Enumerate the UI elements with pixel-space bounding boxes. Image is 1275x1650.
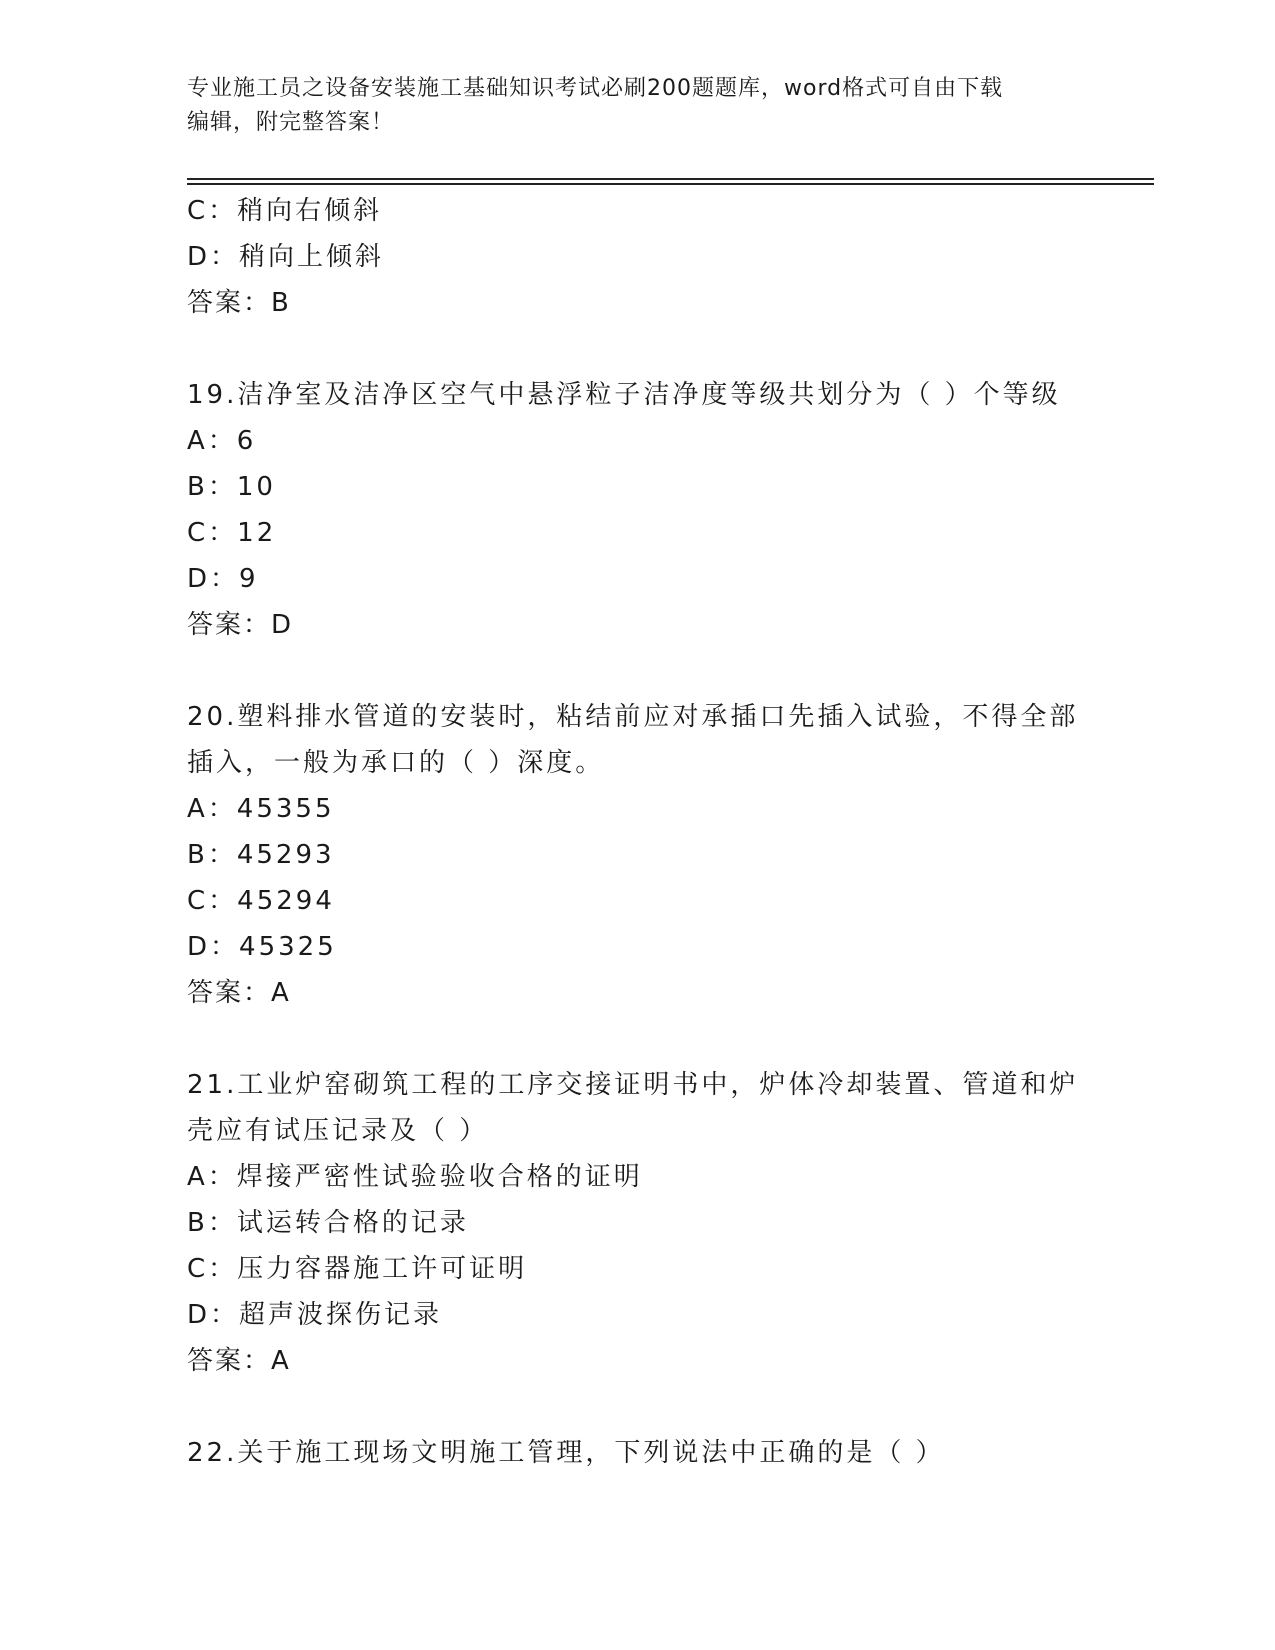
option-a: A：45355: [187, 794, 335, 824]
question-18-continued: [187, 188, 1087, 326]
option-b: B：45293: [187, 840, 335, 870]
question-19: [187, 372, 1087, 648]
question-list: [187, 188, 1087, 1476]
header-divider-bottom: [187, 183, 1154, 185]
question-text-line-2: 插入，一般为承口的（ ）深度。: [187, 748, 605, 778]
question-text: 19.洁净室及洁净区空气中悬浮粒子洁净度等级共划分为（ ）个等级: [187, 380, 1061, 410]
question-text-line-1: 20.塑料排水管道的安装时，粘结前应对承插口先插入试验，不得全部: [187, 702, 1079, 732]
question-text: 22.关于施工现场文明施工管理，下列说法中正确的是（ ）: [187, 1438, 945, 1468]
question-22: [187, 1430, 1087, 1476]
spacer: [187, 648, 1087, 694]
spacer: [187, 326, 1087, 372]
option-c: C：45294: [187, 886, 335, 916]
answer-line: 答案：D: [187, 610, 294, 640]
spacer: [187, 1384, 1087, 1430]
option-a: A：焊接严密性试验验收合格的证明: [187, 1162, 643, 1192]
answer-line: 答案：B: [187, 288, 291, 318]
header-title-line-2: 编辑，附完整答案！: [187, 110, 395, 135]
header-title-line-1: 专业施工员之设备安装施工基础知识考试必刷200题题库，word格式可自由下载: [187, 76, 1004, 101]
option-a: A：6: [187, 426, 257, 456]
question-21: [187, 1062, 1087, 1384]
question-text-line-1: 21.工业炉窑砌筑工程的工序交接证明书中，炉体冷却装置、管道和炉: [187, 1070, 1079, 1100]
document-header: [187, 72, 1067, 140]
option-d: D：稍向上倾斜: [187, 242, 385, 272]
option-d: D：9: [187, 564, 259, 594]
answer-line: 答案：A: [187, 1346, 291, 1376]
option-d: D：45325: [187, 932, 337, 962]
option-d: D：超声波探伤记录: [187, 1300, 443, 1330]
header-divider-top: [187, 178, 1154, 180]
answer-line: 答案：A: [187, 978, 291, 1008]
option-b: B：试运转合格的记录: [187, 1208, 469, 1238]
option-b: B：10: [187, 472, 276, 502]
spacer: [187, 1016, 1087, 1062]
question-20: [187, 694, 1087, 1016]
option-c: C：12: [187, 518, 277, 548]
option-c: C：压力容器施工许可证明: [187, 1254, 528, 1284]
question-text-line-2: 壳应有试压记录及（ ）: [187, 1116, 489, 1146]
option-c: C：稍向右倾斜: [187, 196, 383, 226]
